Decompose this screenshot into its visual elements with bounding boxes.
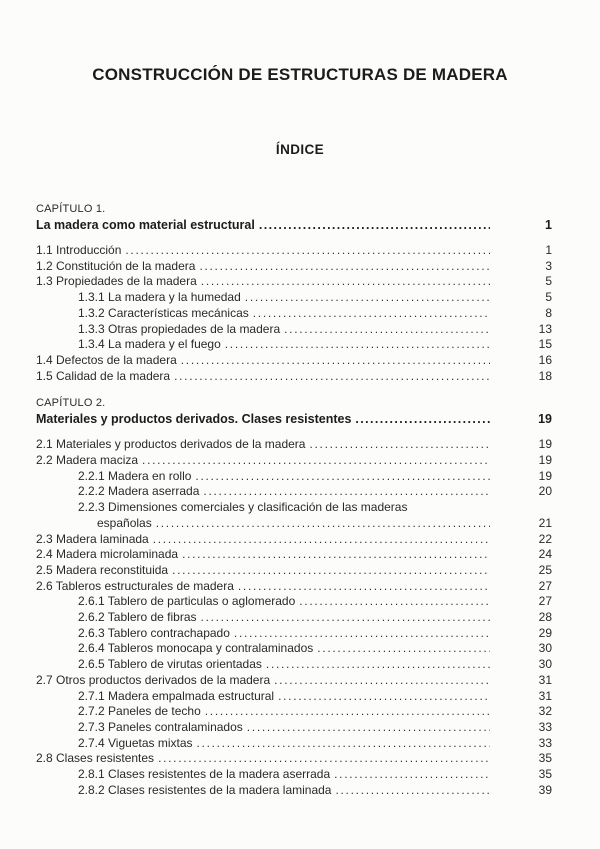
entry-text: 1.1 Introducción: [36, 243, 122, 257]
dot-leader: [238, 579, 490, 595]
toc-entry: [36, 720, 552, 736]
entry-page-number: 19: [538, 453, 552, 468]
toc-entry: [36, 751, 552, 767]
entry-text: 1.3 Propiedades de la madera: [36, 274, 197, 289]
entry-page-number: 27: [538, 594, 552, 609]
entry-text: 2.6 Tableros estructurales de madera: [36, 578, 234, 593]
chapter-label: CAPÍTULO 1.: [36, 203, 106, 215]
toc-entry: [36, 500, 552, 516]
toc-entry: [36, 469, 552, 485]
entry-page-number: 21: [538, 515, 552, 530]
entry-page-number: 32: [538, 704, 552, 719]
dot-leader: [125, 243, 490, 259]
entry-page-number: 35: [538, 767, 552, 782]
dot-leader: [355, 412, 490, 427]
entry-text: 2.8.2 Clases resistentes de la madera laminada: [78, 782, 332, 797]
entry-text: 2.2.3 Dimensiones comerciales y clasificación de las maderas: [78, 500, 408, 515]
dot-leader: [197, 736, 490, 752]
toc-entry: [36, 322, 552, 338]
toc-entry: [36, 290, 552, 306]
chapter-label: CAPÍTULO 2.: [36, 397, 106, 410]
entry-text: 2.3 Madera laminada: [36, 531, 149, 546]
entry-text: 2.7 Otros productos derivados de la madera: [36, 672, 271, 687]
chapter-title-text: La madera como material estructural: [36, 218, 255, 232]
entry-page-number: 20: [538, 484, 552, 499]
dot-leader: [234, 626, 490, 642]
entry-text: 1.3.3 Otras propiedades de la madera: [78, 321, 281, 336]
toc-entry: [36, 641, 552, 657]
dot-leader: [195, 469, 490, 485]
toc-entry: [36, 594, 552, 610]
chapter-title-row: [36, 412, 552, 427]
toc-entry: [36, 453, 552, 469]
dot-leader: [142, 453, 490, 469]
toc-entry: [36, 689, 552, 705]
entry-page-number: 39: [538, 782, 552, 797]
entry-text: 2.2 Madera maciza: [36, 453, 139, 468]
toc-entry: [36, 484, 552, 500]
toc-entry: [36, 516, 552, 532]
entry-page-number: 30: [538, 641, 552, 656]
toc-entry: [36, 579, 552, 595]
entry-text: 2.1 Materiales y productos derivados de la madera: [36, 437, 306, 452]
dot-leader: [174, 369, 490, 385]
entry-text: 2.6.3 Tablero contrachapado: [78, 625, 230, 640]
entry-page-number: 16: [538, 352, 552, 367]
toc-entry: [36, 259, 552, 275]
toc-entry: [36, 610, 552, 626]
entry-text: españolas: [97, 515, 152, 530]
dot-leader: [247, 720, 490, 736]
dot-leader: [225, 337, 490, 353]
entry-text: 1.3.4 La madera y el fuego: [78, 337, 221, 352]
entry-text: 1.4 Defectos de la madera: [36, 352, 177, 367]
toc-entry: [36, 547, 552, 563]
entry-page-number: 19: [538, 468, 552, 483]
toc-entry: [36, 673, 552, 689]
entry-page-number: 28: [538, 610, 552, 625]
chapter-page-number: 1: [545, 218, 552, 232]
toc-entry: [36, 563, 552, 579]
dot-leader: [278, 689, 490, 705]
entry-text: 2.6.1 Tablero de particulas o aglomerado: [78, 594, 296, 609]
entry-page-number: 31: [538, 672, 552, 687]
entry-text: 2.7.4 Viguetas mixtas: [78, 735, 193, 750]
dot-leader: [284, 322, 490, 338]
toc-entry: [36, 243, 552, 259]
entry-text: 2.6.5 Tablero de virutas orientadas: [78, 657, 262, 672]
chapter-title-row: [36, 218, 552, 233]
dot-leader: [153, 532, 490, 548]
dot-leader: [299, 594, 490, 610]
entry-page-number: 5: [545, 290, 552, 305]
toc-entry: [36, 369, 552, 385]
toc-entry: [36, 274, 552, 290]
entry-page-number: 33: [538, 735, 552, 750]
dot-leader: [259, 218, 490, 233]
toc-entry: [36, 657, 552, 673]
dot-leader: [274, 673, 490, 689]
entry-text: 2.4 Madera microlaminada: [36, 547, 179, 562]
toc-entry: [36, 353, 552, 369]
dot-leader: [245, 290, 490, 306]
entry-text: 1.2 Constitución de la madera: [36, 258, 196, 273]
entry-text: 1.3.2 Características mecánicas: [78, 305, 249, 320]
book-title: CONSTRUCCIÓN DE ESTRUCTURAS DE MADERA: [92, 65, 508, 84]
entry-page-number: 30: [538, 657, 552, 672]
entry-page-number: 3: [545, 258, 552, 273]
entry-text: 2.2.2 Madera aserrada: [78, 484, 200, 499]
entry-text: 2.6.4 Tableros monocapa y contralaminados: [78, 641, 314, 656]
toc-entry: [36, 306, 552, 322]
chapter-gap: [36, 384, 552, 397]
toc-entry: [36, 437, 552, 453]
dot-leader: [158, 751, 490, 767]
entry-text: 2.5 Madera reconstituida: [36, 562, 169, 577]
dot-leader: [317, 641, 490, 657]
toc-entry: [36, 767, 552, 783]
toc: [36, 203, 552, 799]
toc-entry: [36, 783, 552, 799]
dot-leader: [266, 657, 490, 673]
entry-text: 1.5 Calidad de la madera: [36, 368, 171, 383]
entry-text: 2.2.1 Madera en rollo: [78, 468, 192, 483]
dot-leader: [181, 353, 490, 369]
entry-text: 2.8 Clases resistentes: [36, 751, 155, 766]
dot-leader: [335, 783, 490, 799]
dot-leader: [201, 274, 490, 290]
dot-leader: [253, 306, 490, 322]
entry-page-number: 8: [545, 305, 552, 320]
entry-page-number: 15: [538, 337, 552, 352]
toc-entry: [36, 736, 552, 752]
dot-leader: [309, 437, 490, 453]
dot-leader: [203, 484, 490, 500]
entry-page-number: 19: [538, 437, 552, 452]
dot-leader: [156, 516, 490, 532]
entry-page-number: 25: [538, 562, 552, 577]
index-title: ÍNDICE: [275, 142, 325, 157]
toc-entry: [36, 337, 552, 353]
entry-page-number: 27: [538, 578, 552, 593]
entry-text: 2.7.3 Paneles contralaminados: [78, 719, 243, 734]
entry-text: 2.6.2 Tablero de fibras: [78, 610, 197, 625]
entry-page-number: 24: [538, 547, 552, 562]
entry-page-number: 22: [538, 531, 552, 546]
chapter-title-text: Materiales y productos derivados. Clases resistentes: [36, 412, 352, 427]
dot-leader: [334, 767, 490, 783]
entry-page-number: 31: [538, 688, 552, 703]
entry-page-number: 35: [538, 751, 552, 766]
entry-text: 2.7.2 Paneles de techo: [78, 704, 201, 719]
toc-entry: [36, 626, 552, 642]
entry-page-number: 1: [545, 243, 552, 257]
toc-entry: [36, 532, 552, 548]
dot-leader: [172, 563, 490, 579]
chapter-page-number: 19: [538, 412, 552, 427]
entry-page-number: 5: [545, 274, 552, 289]
entry-text: 2.8.1 Clases resistentes de la madera aserrada: [78, 767, 331, 782]
dot-leader: [199, 259, 490, 275]
toc-chapter-1: [36, 203, 552, 384]
dot-leader: [182, 547, 490, 563]
entry-page-number: 13: [538, 321, 552, 336]
toc-entry: [36, 704, 552, 720]
entry-page-number: 29: [538, 625, 552, 640]
entry-text: 2.7.1 Madera empalmada estructural: [78, 688, 275, 703]
entry-page-number: 33: [538, 719, 552, 734]
toc-chapter-2: [36, 397, 552, 798]
dot-leader: [205, 704, 490, 720]
entry-page-number: 18: [538, 368, 552, 383]
dot-leader: [201, 610, 490, 626]
entry-text: 1.3.1 La madera y la humedad: [78, 290, 241, 305]
